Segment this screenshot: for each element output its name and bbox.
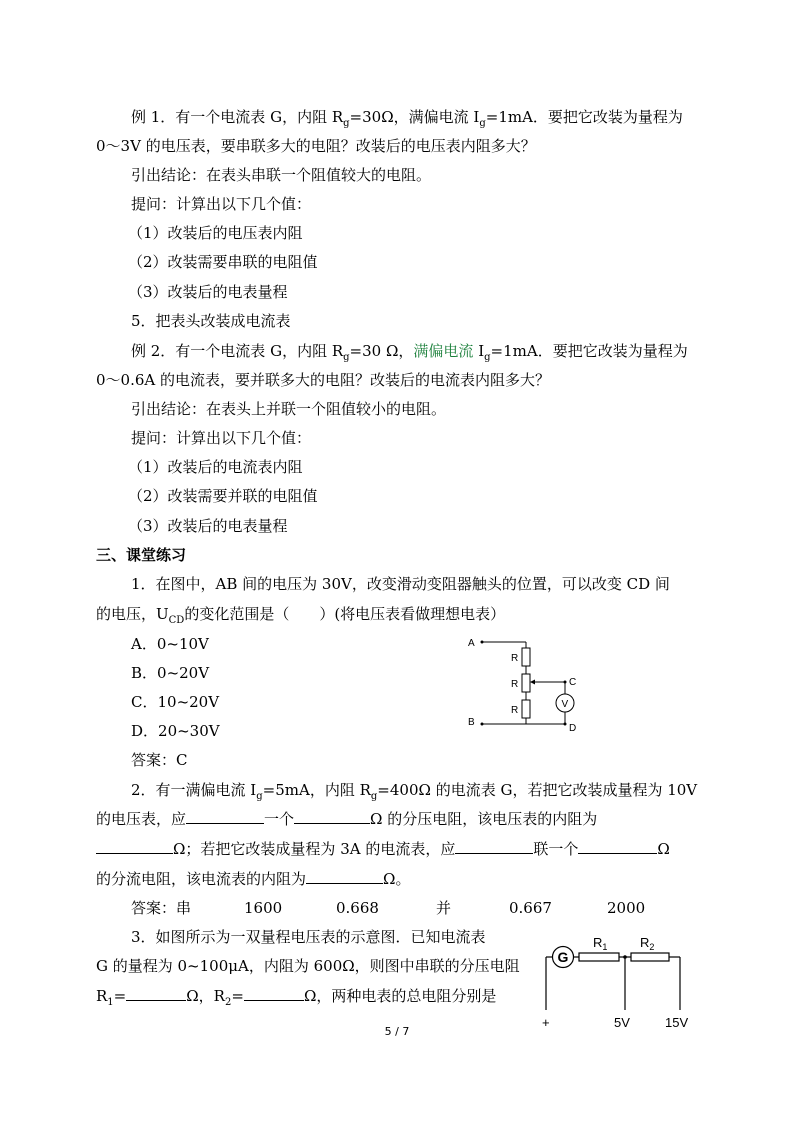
node-d-label: D	[569, 723, 577, 734]
p1-option-a: A．0~10V	[131, 635, 209, 653]
resistor-label: R	[511, 705, 519, 716]
ex2-q2: （2）改装需要并联的电阻值	[128, 487, 318, 505]
p1-option-c: C．10~20V	[131, 693, 220, 711]
section-3-heading: 三、课堂练习	[96, 546, 187, 564]
dual-range-voltmeter-figure	[535, 930, 700, 1032]
divider-circuit-figure	[460, 632, 600, 734]
p1-answer: 答案：C	[131, 751, 188, 769]
answer-blank	[244, 986, 304, 1001]
p3-line3: $R_1= \Omega$，$R_2= \Omega$，两种电表的总电阻分别是	[96, 987, 497, 1008]
voltmeter-label: V	[561, 699, 569, 710]
ex2-conclusion: 引出结论：在表头上并联一个阻值较小的电阻。	[131, 400, 447, 418]
ex1-q3: （3）改装后的电表量程	[128, 283, 288, 301]
p3-line1: 3．如图所示为一双量程电压表的示意图．已知电流表	[131, 928, 486, 946]
answer-blank	[455, 839, 533, 854]
answer-blank	[294, 809, 370, 824]
p2-line1: 2．有一满偏电流 $I_g=5mA$，内阻 $R_g=400\Omega$ 的电流表 G，若把它改装成量程为 10V	[131, 781, 698, 802]
resistor-middle	[522, 674, 530, 692]
plus-terminal-label: +	[542, 1015, 550, 1030]
p1-option-b: B．0~20V	[131, 664, 210, 682]
resistor-bottom	[522, 700, 530, 718]
ex2-ask: 提问：计算出以下几个值：	[131, 429, 312, 447]
resistor-label: R	[511, 653, 519, 664]
ex1-line1: 例 1．有一个电流表 G，内阻 $R_g=30\Omega$，满偏电流 $I_g=1mA$．要把它改装为量程为	[131, 108, 683, 129]
p2-line3: Ω；若把它改装成量程为 3A 的电流表，应 联一个 Ω	[96, 839, 670, 859]
p2-answer-4: 0.667	[509, 899, 552, 917]
section-5-heading: 5．把表头改装成电流表	[131, 312, 291, 330]
ex1-q1: （1）改装后的电压表内阻	[128, 224, 303, 242]
node-c-label: C	[569, 677, 577, 688]
terminal-5v-label: 5V	[614, 1015, 630, 1030]
ex2-line2: 0～0.6A 的电流表，要并联多大的电阻？改装后的电流表内阻多大？	[96, 371, 551, 389]
p1-option-d: D．20~30V	[131, 722, 220, 740]
p1-line1: 1．在图中，AB 间的电压为 30V，改变滑动变阻器触头的位置，可以改变 CD 间	[131, 575, 670, 593]
node-a-label: A	[468, 638, 475, 649]
resistor-top	[522, 648, 530, 666]
p2-answer-2: 0.668	[336, 899, 379, 917]
resistor-label: R	[511, 679, 519, 690]
slider-arrow	[530, 680, 535, 685]
p2-answer-5: 2000	[607, 899, 646, 917]
ex2-q1: （1）改装后的电流表内阻	[128, 458, 303, 476]
answer-blank	[578, 839, 657, 854]
resistor-r2	[631, 953, 669, 961]
ex1-line2: 0～3V 的电压表，要串联多大的电阻？改装后的电压表内阻多大？	[96, 137, 536, 155]
terminal-15v-label: 15V	[665, 1015, 689, 1030]
ex2-q3: （3）改装后的电表量程	[128, 517, 288, 535]
ex1-q2: （2）改装需要串联的电阻值	[128, 253, 318, 271]
ex1-conclusion: 引出结论：在表头串联一个阻值较大的电阻。	[131, 166, 432, 184]
p2-answer-1: 1600	[244, 899, 283, 917]
resistor-r1	[579, 953, 619, 961]
p2-answer-3: 并	[436, 899, 452, 917]
galvanometer-label: G	[557, 949, 569, 965]
answer-blank	[306, 869, 383, 884]
node-b-label: B	[468, 717, 475, 728]
answer-blank	[126, 986, 186, 1001]
answer-blank	[96, 839, 173, 854]
ex1-ask: 提问：计算出以下几个值：	[131, 195, 312, 213]
p2-line2: 的电压表，应 一个 Ω 的分压电阻，该电压表的内阻为	[96, 810, 598, 828]
p2-answer-label: 答案：串	[131, 899, 192, 917]
r2-label: $R_2$	[640, 935, 655, 952]
p3-line2: G 的量程为 0~100μA，内阻为 600Ω，则图中串联的分压电阻	[96, 957, 520, 975]
answer-blank	[186, 809, 264, 824]
r1-label: $R_1$	[593, 935, 608, 952]
p2-line4: 的分流电阻，该电流表的内阻为 Ω。	[96, 870, 411, 888]
ex2-line1: 例 2．有一个电流表 G，内阻 $R_g=30$ Ω，满偏电流 $I_g=1mA$．要把它改装为量程为	[131, 342, 688, 363]
p1-line2: 的电压，$U_{CD}$的变化范围是（ ）(将电压表看做理想电表）	[96, 605, 506, 626]
page-number: 5 / 7	[384, 1025, 410, 1038]
